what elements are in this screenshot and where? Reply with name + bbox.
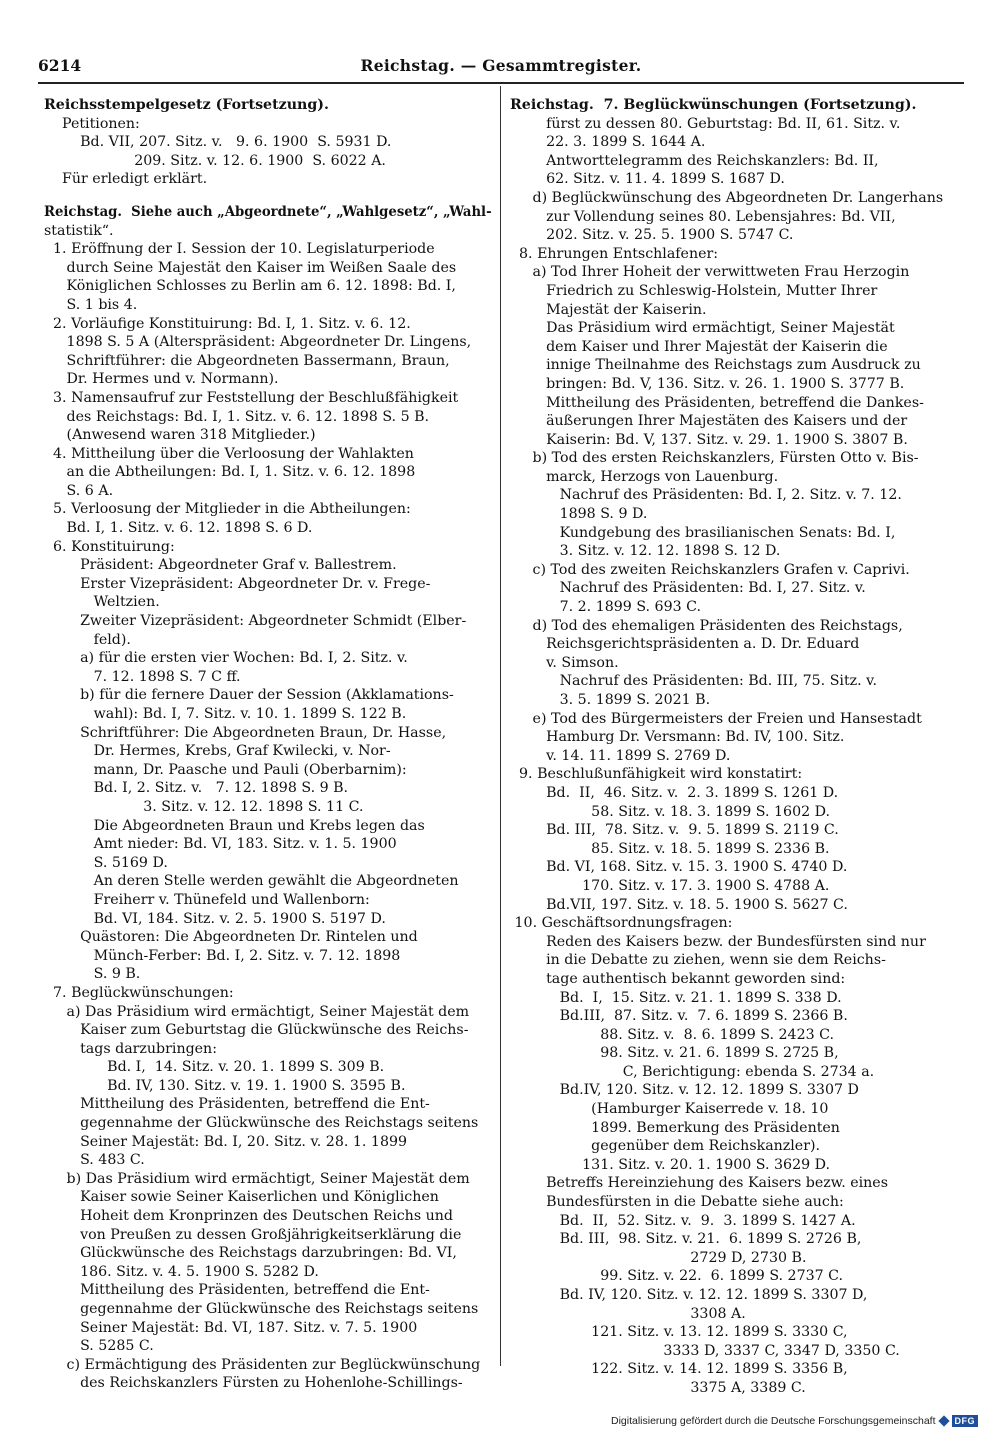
text-line: Bd. VI, 168. Sitz. v. 15. 3. 1900 S. 4740 D.	[510, 859, 848, 876]
text-line: Bd. IV, 120. Sitz. v. 12. 12. 1899 S. 3307 D,	[510, 1287, 868, 1303]
text-line: 170. Sitz. v. 17. 3. 1900 S. 4788 A.	[510, 877, 830, 894]
text-line: 3. Sitz. v. 12. 12. 1898 S. 12 D.	[510, 543, 781, 560]
text-line: durch Seine Majestät den Kaiser im Weißen Saale des	[44, 259, 457, 276]
text-line: d) Beglückwünschung des Abgeordneten Dr. Langerhans	[510, 189, 944, 206]
dfg-diamond-icon	[938, 1415, 949, 1426]
text-line: Reichsgerichtspräsidenten a. D. Dr. Eduard	[510, 636, 860, 653]
text-line: Friedrich zu Schleswig-Holstein, Mutter Ihrer	[510, 282, 878, 299]
text-line: mann, Dr. Paasche und Pauli (Oberbarnim):	[44, 761, 407, 778]
text-line: fürst zu dessen 80. Geburtstag: Bd. II, 61. Sitz. v.	[510, 115, 901, 132]
text-line: 8. Ehrungen Entschlafener:	[510, 245, 719, 262]
text-line: zur Vollendung seines 80. Lebensjahres: Bd. VII,	[510, 208, 896, 225]
text-line: Mittheilung des Präsidenten, betreffend die Ent-	[44, 1096, 430, 1113]
text-line: Bd. I, 14. Sitz. v. 20. 1. 1899 S. 309 B.	[44, 1059, 385, 1076]
text-line: Bd. II, 46. Sitz. v. 2. 3. 1899 S. 1261 D.	[510, 784, 839, 801]
text-line: Bd. I, 1. Sitz. v. 6. 12. 1898 S. 6 D.	[44, 520, 313, 537]
text-line: 202. Sitz. v. 25. 5. 1900 S. 5747 C.	[510, 227, 794, 244]
text-line: c) Tod des zweiten Reichskanzlers Grafen v. Caprivi.	[510, 561, 910, 578]
text-line: 1. Eröffnung der I. Session der 10. Legislaturperiode	[44, 241, 435, 258]
text-line: Reden des Kaisers bezw. der Bundesfürsten sind nur	[510, 933, 926, 950]
text-line: Reichstag. 7. Beglückwünschungen (Fortsetzung).	[510, 97, 917, 113]
text-line: Mittheilung des Präsidenten, betreffend die Ent-	[44, 1282, 430, 1299]
text-line: von Preußen zu dessen Großjährigkeitserklärung die	[44, 1226, 462, 1243]
text-line: Antworttelegramm des Reichskanzlers: Bd. II,	[510, 152, 879, 169]
paragraph-gap	[44, 189, 492, 203]
text-line: Weltzien.	[44, 594, 160, 611]
text-line: innige Theilnahme des Reichstags zum Ausdruck zu	[510, 357, 921, 374]
text-line: Reichstag. Siehe auch „Abgeordnete“, „Wahlgesetz“, „Wahl-	[44, 203, 492, 220]
text-line: 5. Verloosung der Mitglieder in die Abtheilungen:	[44, 501, 411, 518]
text-line: Bd.VII, 197. Sitz. v. 18. 5. 1900 S. 5627 C.	[510, 896, 848, 913]
running-title: Reichstag. — Gesammtregister.	[360, 56, 642, 75]
text-line: 1898 S. 9 D.	[510, 506, 648, 523]
text-line: 7. Beglückwünschungen:	[44, 984, 234, 1001]
text-line: Bundesfürsten in die Debatte siehe auch:	[510, 1194, 844, 1211]
text-line: Schriftführer: die Abgeordneten Bassermann, Braun,	[44, 352, 450, 369]
text-line: Schriftführer: Die Abgeordneten Braun, Dr. Hasse,	[44, 724, 447, 741]
text-line: gegenüber dem Reichskanzler).	[510, 1138, 821, 1155]
text-line: An deren Stelle werden gewählt die Abgeordneten	[44, 873, 459, 890]
text-line: 10. Geschäftsordnungsfragen:	[510, 915, 733, 932]
text-line: Bd. III, 98. Sitz. v. 21. 6. 1899 S. 2726 B,	[510, 1231, 862, 1248]
text-line: marck, Herzogs von Lauenburg.	[510, 468, 779, 485]
text-line: v. Simson.	[510, 654, 619, 671]
text-line: des Reichskanzlers Fürsten zu Hohenlohe-Schillings-	[44, 1375, 463, 1392]
text-line: Betreffs Hereinziehung des Kaisers bezw. eines	[510, 1175, 888, 1192]
text-line: 3333 D, 3337 C, 3347 D, 3350 C.	[510, 1342, 900, 1359]
text-line: S. 9 B.	[44, 966, 141, 983]
text-line: S. 483 C.	[44, 1152, 145, 1169]
text-line: Reichsstempelgesetz (Fortsetzung).	[44, 97, 329, 113]
text-line: 3. 5. 1899 S. 2021 B.	[510, 692, 711, 708]
text-line: 4. Mittheilung über die Verloosung der Wahlakten	[44, 445, 414, 462]
column-divider	[500, 86, 501, 1366]
text-line: Die Abgeordneten Braun und Krebs legen das	[44, 817, 425, 834]
page-header	[38, 56, 964, 80]
text-line: d) Tod des ehemaligen Präsidenten des Reichstags,	[510, 617, 903, 634]
text-line: (Anwesend waren 318 Mitglieder.)	[44, 427, 316, 444]
text-line: in die Debatte zu ziehen, wenn sie dem Reichs-	[510, 952, 886, 969]
text-line: Bd. III, 78. Sitz. v. 9. 5. 1899 S. 2119 C.	[510, 822, 839, 839]
text-line: feld).	[44, 631, 131, 648]
text-line: 62. Sitz. v. 11. 4. 1899 S. 1687 D.	[510, 171, 785, 188]
text-line: Nachruf des Präsidenten: Bd. I, 2. Sitz. v. 7. 12.	[510, 487, 902, 504]
text-line: 131. Sitz. v. 20. 1. 1900 S. 3629 D.	[510, 1156, 831, 1173]
text-line: gegennahme der Glückwünsche des Reichstags seitens	[44, 1115, 479, 1132]
text-line: Hamburg Dr. Versmann: Bd. IV, 100. Sitz.	[510, 729, 845, 746]
header-rule	[38, 82, 964, 84]
text-line: Quästoren: Die Abgeordneten Dr. Rintelen und	[44, 929, 418, 946]
dfg-logo: DFG	[952, 1415, 979, 1427]
text-line: Münch-Ferber: Bd. I, 2. Sitz. v. 7. 12. 1898	[44, 947, 401, 964]
text-line: S. 5285 C.	[44, 1338, 154, 1355]
text-line: gegennahme der Glückwünsche des Reichstags seitens	[44, 1301, 479, 1317]
text-line: 2729 D, 2730 B.	[510, 1249, 807, 1266]
text-line: dem Kaiser und Ihrer Majestät der Kaiserin die	[510, 338, 888, 355]
text-line: Zweiter Vizepräsident: Abgeordneter Schmidt (Elber-	[44, 613, 467, 630]
text-line: Kaiser sowie Seiner Kaiserlichen und Königlichen	[44, 1189, 439, 1206]
text-line: 7. 2. 1899 S. 693 C.	[510, 599, 701, 616]
text-line: tags darzubringen:	[44, 1040, 217, 1057]
text-line: 99. Sitz. v. 22. 6. 1899 S. 2737 C.	[510, 1268, 844, 1285]
text-line: Petitionen:	[44, 115, 140, 132]
text-line: 58. Sitz. v. 18. 3. 1899 S. 1602 D.	[510, 803, 831, 820]
text-line: a) für die ersten vier Wochen: Bd. I, 2. Sitz. v.	[44, 650, 408, 667]
text-line: 22. 3. 1899 S. 1644 A.	[510, 134, 706, 151]
text-line: 209. Sitz. v. 12. 6. 1900 S. 6022 A.	[44, 152, 386, 169]
right-column	[510, 96, 958, 1398]
text-line: S. 1 bis 4.	[44, 296, 138, 313]
text-line: 88. Sitz. v. 8. 6. 1899 S. 2423 C.	[510, 1026, 834, 1043]
text-line: 3. Sitz. v. 12. 12. 1898 S. 11 C.	[44, 798, 364, 815]
text-line: Freiherr v. Thünefeld und Wallenborn:	[44, 891, 370, 908]
text-line: Bd. VII, 207. Sitz. v. 9. 6. 1900 S. 5931 D.	[44, 134, 392, 151]
text-line: b) für die fernere Dauer der Session (Akklamations-	[44, 687, 454, 704]
text-line: c) Ermächtigung des Präsidenten zur Beglückwünschung	[44, 1356, 481, 1373]
text-line: Mittheilung des Präsidenten, betreffend die Dankes-	[510, 394, 924, 411]
text-line: Glückwünsche des Reichstags darzubringen: Bd. VI,	[44, 1245, 457, 1262]
text-line: 9. Beschlußunfähigkeit wird konstatirt:	[510, 766, 803, 783]
text-line: bringen: Bd. V, 136. Sitz. v. 26. 1. 1900 S. 3777 B.	[510, 375, 905, 392]
text-line: a) Das Präsidium wird ermächtigt, Seiner Majestät dem	[44, 1003, 470, 1020]
text-line: wahl): Bd. I, 7. Sitz. v. 10. 1. 1899 S. 122 B.	[44, 706, 407, 722]
text-line: des Reichstags: Bd. I, 1. Sitz. v. 6. 12. 1898 S. 5 B.	[44, 408, 430, 425]
text-line: Königlichen Schlosses zu Berlin am 6. 12. 1898: Bd. I,	[44, 278, 456, 295]
text-line: Kaiser zum Geburtstag die Glückwünsche des Reichs-	[44, 1022, 469, 1039]
text-line: S. 5169 D.	[44, 854, 168, 871]
text-line: Dr. Hermes und v. Normann).	[44, 371, 279, 388]
left-column	[44, 96, 492, 1393]
text-line: Hoheit dem Kronprinzen des Deutschen Reichs und	[44, 1208, 453, 1225]
text-line: Kundgebung des brasilianischen Senats: Bd. I,	[510, 524, 896, 541]
text-line: 186. Sitz. v. 4. 5. 1900 S. 5282 D.	[44, 1263, 319, 1280]
text-line: Präsident: Abgeordneter Graf v. Ballestrem.	[44, 557, 397, 574]
text-line: Nachruf des Präsidenten: Bd. I, 27. Sitz. v.	[510, 580, 866, 597]
text-line: (Hamburger Kaiserrede v. 18. 10	[510, 1101, 829, 1118]
text-line: Bd.III, 87. Sitz. v. 7. 6. 1899 S. 2366 B.	[510, 1008, 848, 1025]
text-line: 1898 S. 5 A (Alterspräsident: Abgeordneter Dr. Lingens,	[44, 334, 472, 351]
text-line: 6. Konstituirung:	[44, 538, 175, 555]
text-line: Majestät der Kaiserin.	[510, 301, 707, 318]
text-line: 98. Sitz. v. 21. 6. 1899 S. 2725 B,	[510, 1045, 839, 1062]
text-line: Nachruf des Präsidenten: Bd. III, 75. Sitz. v.	[510, 673, 877, 690]
text-line: C, Berichtigung: ebenda S. 2734 a.	[510, 1063, 875, 1080]
text-line: an die Abtheilungen: Bd. I, 1. Sitz. v. 6. 12. 1898	[44, 464, 416, 481]
text-line: Seiner Majestät: Bd. VI, 187. Sitz. v. 7. 5. 1900	[44, 1319, 418, 1336]
text-line: Bd. VI, 184. Sitz. v. 2. 5. 1900 S. 5197 D.	[44, 910, 386, 927]
text-line: 121. Sitz. v. 13. 12. 1899 S. 3330 C,	[510, 1324, 848, 1341]
text-line: Kaiserin: Bd. V, 137. Sitz. v. 29. 1. 1900 S. 3807 B.	[510, 431, 908, 448]
text-line: 1899. Bemerkung des Präsidenten	[510, 1119, 840, 1136]
text-line: 3308 A.	[510, 1305, 746, 1322]
text-line: Das Präsidium wird ermächtigt, Seiner Majestät	[510, 320, 895, 337]
text-line: v. 14. 11. 1899 S. 2769 D.	[510, 747, 731, 764]
text-line: Für erledigt erklärt.	[44, 171, 208, 188]
text-line: statistik“.	[44, 222, 114, 239]
text-line: a) Tod Ihrer Hoheit der verwittweten Frau Herzogin	[510, 264, 910, 281]
text-line: 7. 12. 1898 S. 7 C ff.	[44, 668, 241, 685]
footer-credit	[611, 1413, 978, 1429]
text-line: Dr. Hermes, Krebs, Graf Kwilecki, v. Nor-	[44, 743, 391, 760]
text-line: Bd. I, 15. Sitz. v. 21. 1. 1899 S. 338 D.	[510, 989, 842, 1006]
text-line: 85. Sitz. v. 18. 5. 1899 S. 2336 B.	[510, 840, 830, 857]
text-line: b) Tod des ersten Reichskanzlers, Fürsten Otto v. Bis-	[510, 450, 919, 467]
text-line: Bd.IV, 120. Sitz. v. 12. 12. 1899 S. 3307 D	[510, 1082, 859, 1099]
text-line: e) Tod des Bürgermeisters der Freien und Hansestadt	[510, 710, 922, 727]
text-line: 2. Vorläufige Konstituirung: Bd. I, 1. Sitz. v. 6. 12.	[44, 315, 411, 332]
page-number: 6214	[38, 56, 82, 75]
text-line: Bd. II, 52. Sitz. v. 9. 3. 1899 S. 1427 A.	[510, 1212, 856, 1229]
footer-text: Digitalisierung gefördert durch die Deutsche Forschungsgemeinschaft	[610, 1415, 936, 1427]
text-line: 3375 A, 3389 C.	[510, 1379, 806, 1396]
text-line: 3. Namensaufruf zur Feststellung der Beschlußfähigkeit	[44, 389, 459, 406]
text-line: 122. Sitz. v. 14. 12. 1899 S. 3356 B,	[510, 1361, 848, 1378]
text-line: tage authentisch bekannt geworden sind:	[510, 970, 846, 987]
text-line: Bd. I, 2. Sitz. v. 7. 12. 1898 S. 9 B.	[44, 780, 349, 797]
text-line: S. 6 A.	[44, 482, 114, 499]
text-line: Erster Vizepräsident: Abgeordneter Dr. v. Frege-	[44, 575, 431, 592]
text-line: Amt nieder: Bd. VI, 183. Sitz. v. 1. 5. 1900	[44, 836, 397, 853]
text-line: äußerungen Ihrer Majestäten des Kaisers und der	[510, 413, 908, 430]
text-line: Bd. IV, 130. Sitz. v. 19. 1. 1900 S. 3595 B.	[44, 1077, 406, 1094]
text-line: b) Das Präsidium wird ermächtigt, Seiner Majestät dem	[44, 1170, 470, 1187]
text-line: Seiner Majestät: Bd. I, 20. Sitz. v. 28. 1. 1899	[44, 1133, 408, 1150]
